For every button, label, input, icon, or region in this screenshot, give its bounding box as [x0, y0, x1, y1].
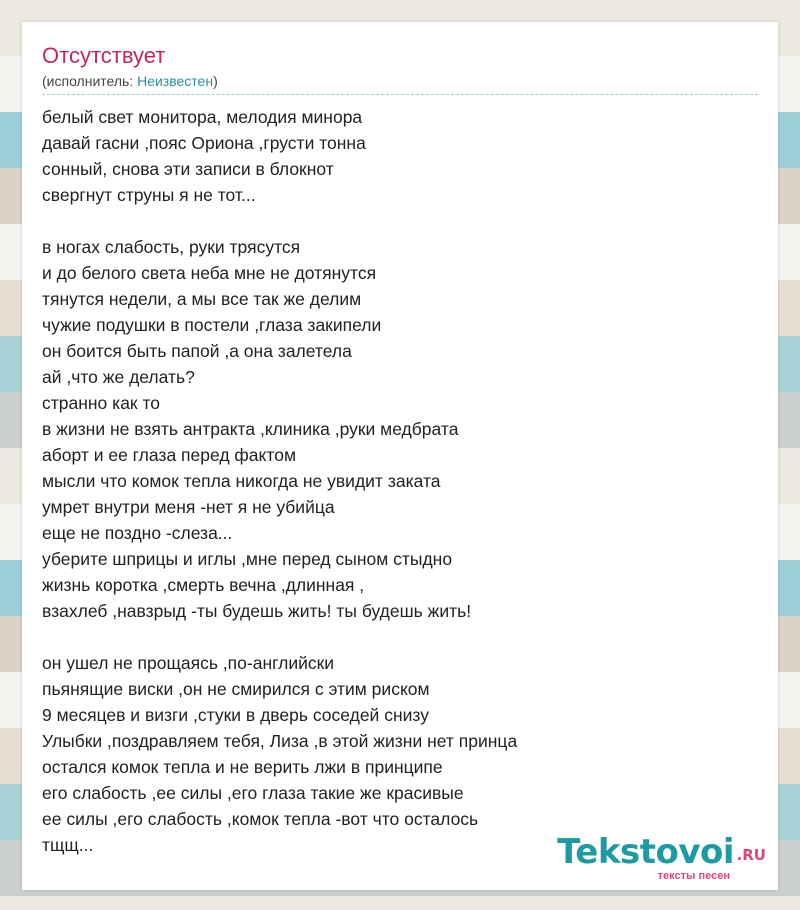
lyric-line: его слабость ,ее силы ,его глаза такие же красивые	[42, 783, 464, 803]
song-header	[42, 42, 758, 95]
lyric-line: 9 месяцев и визги ,стуки в дверь соседей снизу	[42, 705, 429, 725]
lyric-line: белый свет монитора, мелодия минора	[42, 107, 363, 127]
lyric-line: умрет внутри меня -нет я не убийца	[42, 497, 335, 517]
artist-line	[42, 72, 758, 90]
lyric-line: в ногах слабость, руки трясутся	[42, 237, 301, 257]
lyric-line: ай ,что же делать?	[42, 367, 195, 387]
lyric-line: чужие подушки в постели ,глаза закипели	[42, 315, 382, 335]
site-logo[interactable]	[557, 832, 770, 884]
lyric-line: свергнут струны я не тот...	[42, 185, 256, 205]
lyric-line: аборт и ее глаза перед фактом	[42, 445, 296, 465]
lyric-line: взахлеб ,навзрыд -ты будешь жить! ты будешь жить!	[42, 601, 472, 621]
lyric-line: тщщ...	[42, 835, 94, 855]
lyric-line: давай гасни ,пояс Ориона ,грусти тонна	[42, 133, 366, 153]
lyric-line: он боится быть папой ,а она залетела	[42, 341, 352, 361]
lyric-line: сонный, снова эти записи в блокнот	[42, 159, 334, 179]
lyric-line	[42, 624, 758, 650]
lyric-line: Улыбки ,поздравляем тебя, Лиза ,в этой жизни нет принца	[42, 731, 518, 751]
lyric-line: и до белого света неба мне не дотянутся	[42, 263, 377, 283]
lyric-line: пьянящие виски ,он не смирился с этим риском	[42, 679, 430, 699]
lyrics-card	[22, 22, 778, 890]
lyric-line: остался комок тепла и не верить лжи в принципе	[42, 757, 443, 777]
lyric-line: он ушел не прощаясь ,по-английски	[42, 653, 335, 673]
lyric-line: в жизни не взять антракта ,клиника ,руки медбрата	[42, 419, 459, 439]
lyric-line	[42, 208, 758, 234]
lyric-line: тянутся недели, а мы все так же делим	[42, 289, 362, 309]
logo-name: Tekstovoi	[557, 832, 734, 872]
logo-tld: .RU	[736, 846, 766, 864]
lyric-line: еще не поздно -слеза...	[42, 523, 233, 543]
song-title: Отсутствует	[42, 43, 166, 68]
lyric-line: жизнь коротка ,смерть вечна ,длинная ,	[42, 575, 365, 595]
logo-tagline: тексты песен	[657, 870, 730, 882]
artist-prefix: (исполнитель:	[42, 73, 138, 89]
artist-link[interactable]: Неизвестен	[137, 73, 214, 89]
lyric-line: ее силы ,его слабость ,комок тепла -вот что осталось	[42, 809, 479, 829]
lyric-line: странно как то	[42, 393, 160, 413]
lyrics-text	[42, 104, 758, 858]
lyric-line: мысли что комок тепла никогда не увидит заката	[42, 471, 441, 491]
artist-suffix: )	[213, 73, 218, 89]
lyric-line: уберите шприцы и иглы ,мне перед сыном стыдно	[42, 549, 453, 569]
